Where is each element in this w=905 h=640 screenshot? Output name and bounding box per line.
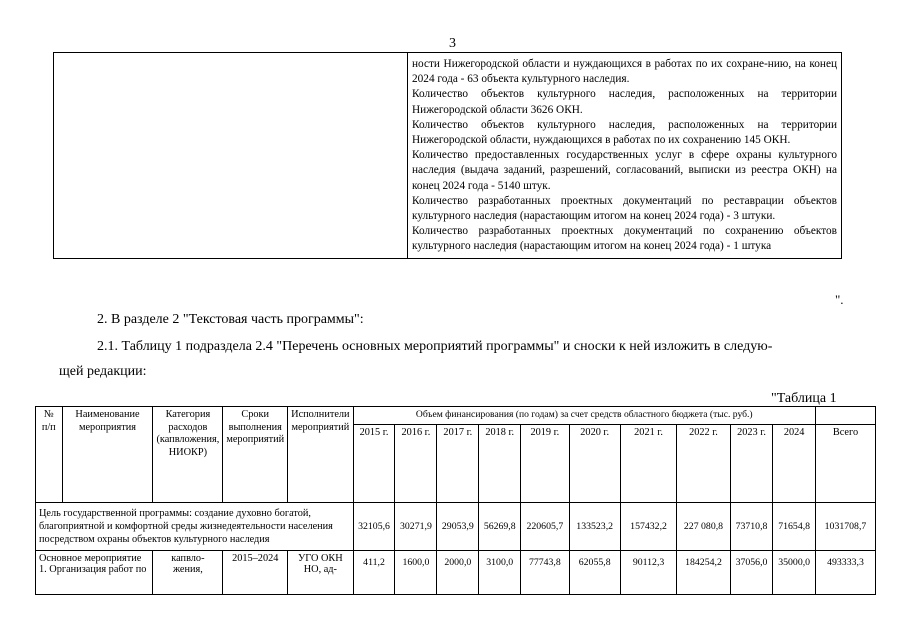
top-table bbox=[53, 52, 842, 259]
table-caption: "Таблица 1 bbox=[771, 391, 837, 406]
header-num: № п/п bbox=[36, 407, 63, 503]
indicator-text: Количество объектов культурного наследия, расположенных на территории Нижегородской области 3626 ОКН. bbox=[412, 88, 837, 116]
header-year: 2023 г. bbox=[730, 424, 773, 502]
header-year: 2016 г. bbox=[395, 424, 437, 502]
goal-value: 29053,9 bbox=[437, 502, 479, 550]
closing-quote: ". bbox=[835, 292, 844, 307]
goal-value: 56269,8 bbox=[479, 502, 521, 550]
goal-label: Цель государственной программы: создание духовно богатой, благоприятной и комфортной среды жизнедеятельности населения посредством охраны объектов культурного наследия bbox=[36, 502, 354, 550]
activity-value: 77743,8 bbox=[521, 550, 569, 594]
activity-value: 411,2 bbox=[353, 550, 395, 594]
header-blank bbox=[815, 407, 875, 425]
goal-value: 227 080,8 bbox=[677, 502, 730, 550]
header-year: 2015 г. bbox=[353, 424, 395, 502]
activity-total: 493333,3 bbox=[815, 550, 875, 594]
header-year: 2020 г. bbox=[569, 424, 620, 502]
activity-value: 90112,3 bbox=[620, 550, 676, 594]
goal-value: 32105,6 bbox=[353, 502, 395, 550]
header-category: Категория расходов (капвложения, НИОКР) bbox=[153, 407, 223, 503]
header-funding: Объем финансирования (по годам) за счет средств областного бюджета (тыс. руб.) bbox=[353, 407, 815, 425]
header-year: 2021 г. bbox=[620, 424, 676, 502]
activity-row bbox=[36, 550, 876, 594]
header-year: 2024 bbox=[773, 424, 816, 502]
header-executors: Исполнители мероприятий bbox=[288, 407, 353, 503]
goal-value: 71654,8 bbox=[773, 502, 816, 550]
activity-executors: УГО ОКН НО, ад- bbox=[288, 550, 353, 594]
goal-value: 157432,2 bbox=[620, 502, 676, 550]
activity-value: 37056,0 bbox=[730, 550, 773, 594]
indicator-text: Количество разработанных проектных документаций по реставрации объектов культурного наследия (нарастающим итогом на конец 2024 года) - 3 штуки. bbox=[412, 194, 837, 223]
activity-value: 62055,8 bbox=[569, 550, 620, 594]
header-total: Всего bbox=[815, 424, 875, 502]
header-name: Наименование мероприятия bbox=[62, 407, 153, 503]
activity-value: 2000,0 bbox=[437, 550, 479, 594]
header-year: 2019 г. bbox=[521, 424, 569, 502]
top-table-right-cell bbox=[408, 53, 842, 259]
goal-row bbox=[36, 502, 876, 550]
top-table-left-cell bbox=[54, 53, 408, 259]
header-year: 2022 г. bbox=[677, 424, 730, 502]
activity-value: 184254,2 bbox=[677, 550, 730, 594]
paragraph-section-2: 2. В разделе 2 "Текстовая часть программы": bbox=[97, 312, 364, 327]
page-number: 3 bbox=[449, 36, 456, 51]
activity-value: 3100,0 bbox=[479, 550, 521, 594]
goal-total: 1031708,7 bbox=[815, 502, 875, 550]
header-year: 2018 г. bbox=[479, 424, 521, 502]
goal-value: 30271,9 bbox=[395, 502, 437, 550]
goal-value: 220605,7 bbox=[521, 502, 569, 550]
activity-terms: 2015–2024 bbox=[223, 550, 288, 594]
indicator-text: Количество разработанных проектных документаций по сохранению объектов культурного наследия (нарастающим итогом на конец 2024 года) - 1 штука bbox=[412, 225, 837, 253]
activity-value: 35000,0 bbox=[773, 550, 816, 594]
goal-value: 73710,8 bbox=[730, 502, 773, 550]
goal-value: 133523,2 bbox=[569, 502, 620, 550]
activity-category: капвло-жения, bbox=[153, 550, 223, 594]
header-year: 2017 г. bbox=[437, 424, 479, 502]
indicator-text: Количество предоставленных государственных услуг в сфере охраны культурного наследия (выдача заданий, разрешений, согласований, выписки из реестра ОКН) на конец 2024 года - 5140 штук. bbox=[412, 149, 837, 192]
indicator-text: Количество объектов культурного наследия, расположенных на территории Нижегородской области, нуждающихся в работах по их сохранению 145 ОКН. bbox=[412, 118, 837, 147]
indicator-text: ности Нижегородской области и нуждающихся в работах по их сохране-нию, на конец 2024 года - 63 объекта культурного наследия. bbox=[412, 58, 837, 86]
paragraph-table-1-line1: 2.1. Таблицу 1 подраздела 2.4 "Перечень основных мероприятий программы" и сноски к ней изложить в следую- bbox=[97, 339, 773, 354]
table-header-row bbox=[36, 407, 876, 425]
activity-value: 1600,0 bbox=[395, 550, 437, 594]
activity-name: Основное мероприятие 1. Организация работ по bbox=[36, 550, 153, 594]
paragraph-table-1-line2: щей редакции: bbox=[59, 364, 147, 379]
header-terms: Сроки выполнения мероприятий bbox=[223, 407, 288, 503]
main-table bbox=[35, 406, 876, 595]
